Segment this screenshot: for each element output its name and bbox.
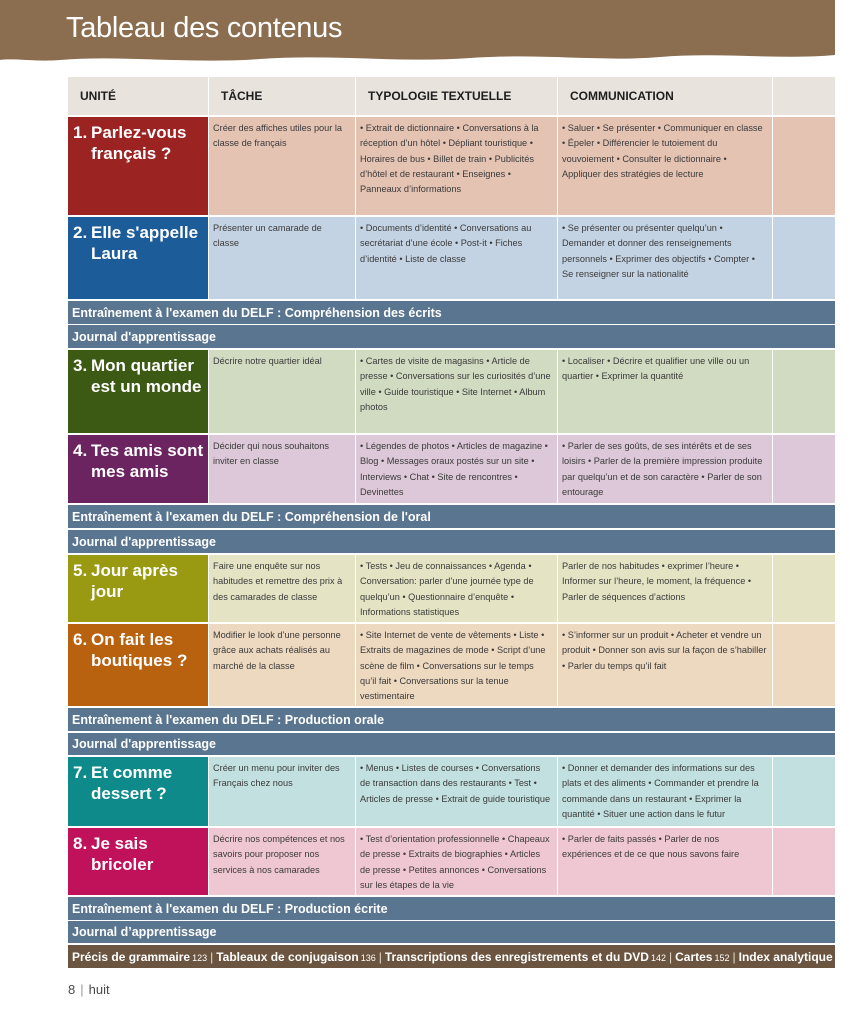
unit-title-line2: Laura [91,244,138,263]
page-footer [68,982,110,997]
unit-3-blank-cell [773,350,835,433]
annex-label: Tableaux de conjugaison [216,949,359,964]
unit-title-line2: est un monde [91,377,202,396]
header-unite: UNITÉ [68,77,208,115]
annex-grammaire[interactable] [72,950,207,964]
annex-label: Transcriptions des enregistrements et du DVD [384,949,649,964]
unit-6-blank-cell [773,624,835,706]
annex-page: 136 [360,952,376,963]
unit-number: 2. [73,223,88,242]
separator: | [80,982,84,997]
unit-6-tache-cell: Modifier le look d’une personne grâce aux achats réalisés au marché de la classe [209,624,355,706]
unit-2-communication-cell: • Se présenter ou présenter quelqu’un • Demander et donner des renseignements personnels • Exprimer des objectifs • Compter • Se renseigner sur la nationalité [558,217,772,299]
header-communication: COMMUNICATION [558,77,772,115]
unit-title-8 [68,828,208,895]
unit-3-communication-cell: • Localiser • Décrire et qualifier une ville ou un quartier • Exprimer la quantité [558,350,772,433]
unit-4-communication-cell: • Parler de ses goûts, de ses intérêts et de ses loisirs • Parler de la première impression produite par quelqu’un et de son caractère • Parler de son entourage [558,435,772,503]
unit-4-tache-cell: Décider qui nous souhaitons inviter en classe [209,435,355,503]
unit-number: 1. [73,123,88,142]
journal-band: Journal d'apprentissage [68,325,835,348]
unit-title-line2: mes amis [91,462,169,481]
annex-label: Précis de grammaire [72,949,191,964]
unit-2-blank-cell [773,217,835,299]
separator: | [668,949,673,964]
unit-title-line1: Mon quartier [91,356,194,375]
header-typologie: TYPOLOGIE TEXTUELLE [356,77,557,115]
separator: | [732,949,736,964]
annex-page: 142 [650,952,666,963]
delf-band-production-ecrite: Entraînement à l'examen du DELF : Production écrite [68,897,835,920]
unit-title-2 [68,217,208,299]
unit-5-tache-cell: Faire une enquête sur nos habitudes et remettre des prix à des camarades de classe [209,555,355,622]
unit-4-typologie-cell: • Légendes de photos • Articles de magazine • Blog • Messages oraux postés sur un site • Interviews • Chat • Site de rencontres • Devinettes [356,435,557,503]
page-number: 8 [68,982,76,997]
annex-transcriptions[interactable] [385,950,666,964]
unit-1-tache-cell: Créer des affiches utiles pour la classe de français [209,117,355,215]
unit-8-communication-cell: • Parler de faits passés • Parler de nos expériences et de ce que nous savons faire [558,828,772,895]
unit-number: 7. [73,763,88,782]
unit-7-typologie-cell: • Menus • Listes de courses • Conversations de transaction dans des restaurants • Test • Articles de presse • Extrait de guide touristique [356,757,557,826]
unit-title-line2: dessert ? [91,784,167,803]
delf-band-ecrits: Entraînement à l'examen du DELF : Compréhension des écrits [68,301,835,324]
unit-number: 8. [73,834,88,853]
unit-4-blank-cell [773,435,835,503]
header-blank [773,77,835,115]
journal-band: Journal d'apprentissage [68,733,835,755]
unit-title-line1: Parlez-vous [91,123,187,142]
annex-cartes[interactable] [675,950,729,964]
annex-bar [68,945,850,968]
separator: | [378,949,382,964]
header-tache: TÂCHE [209,77,355,115]
unit-number: 3. [73,356,88,375]
unit-title-line2: bricoler [91,855,154,874]
unit-5-blank-cell [773,555,835,622]
unit-title-1 [68,117,208,215]
delf-band-production-orale: Entraînement à l'examen du DELF : Production orale [68,708,835,731]
unit-title-4 [68,435,208,503]
page-word: huit [88,982,110,997]
unit-8-tache-cell: Décrire nos compétences et nos savoirs pour proposer nos services à nos camarades [209,828,355,895]
page-title: Tableau des contenus [66,12,343,44]
unit-title-line2: boutiques ? [91,651,188,670]
unit-number: 6. [73,630,88,649]
annex-conjugaison[interactable] [216,950,376,964]
unit-1-blank-cell [773,117,835,215]
annex-label: Index analytique [738,949,833,964]
title-banner [0,0,835,66]
unit-title-line1: Tes amis sont [91,441,204,460]
annex-page: 156 [834,952,850,963]
unit-title-line2: jour [91,582,124,601]
unit-title-line2: français ? [91,144,172,163]
unit-2-typologie-cell: • Documents d’identité • Conversations au secrétariat d’une école • Post-it • Fiches d’identité • Liste de classe [356,217,557,299]
unit-3-tache-cell: Décrire notre quartier idéal [209,350,355,433]
journal-band: Journal d'apprentissage [68,530,835,553]
unit-title-7 [68,757,208,826]
delf-band-oral: Entraînement à l'examen du DELF : Compréhension de l'oral [68,505,835,528]
unit-8-typologie-cell: • Test d’orientation professionnelle • Chapeaux de presse • Extraits de biographies • Articles de presse • Petites annonces • Conversations sur les étapes de la vie [356,828,557,895]
unit-title-line1: Et comme [91,763,173,782]
journal-band: Journal d’apprentissage [68,921,835,943]
annex-label: Cartes [675,949,713,964]
annex-index[interactable] [739,950,850,964]
unit-2-tache-cell: Présenter un camarade de classe [209,217,355,299]
unit-8-blank-cell [773,828,835,895]
unit-6-communication-cell: • S’informer sur un produit • Acheter et vendre un produit • Donner son avis sur la façon de s’habiller • Parler du temps qu’il fait [558,624,772,706]
unit-title-line1: Je sais [91,834,148,853]
unit-title-6 [68,624,208,706]
unit-6-typologie-cell: • Site Internet de vente de vêtements • Liste • Extraits de magazines de mode • Script d’une scène de film • Conversations sur le temps qu’il fait • Conversations sur la tenue vestimentaire [356,624,557,706]
unit-7-communication-cell: • Donner et demander des informations sur des plats et des aliments • Commander et prendre la commande dans un restaurant • Exprimer la quantité • Situer une action dans le futur [558,757,772,826]
unit-5-communication-cell: Parler de nos habitudes • exprimer l’heure • Informer sur l’heure, le moment, la fréquence • Parler de séquences d’actions [558,555,772,622]
unit-number: 4. [73,441,88,460]
annex-page: 123 [192,952,208,963]
unit-title-5 [68,555,208,622]
annex-page: 152 [714,952,730,963]
unit-title-line1: Jour après [91,561,178,580]
unit-title-line1: On fait les [91,630,174,649]
separator: | [210,949,214,964]
unit-1-communication-cell: • Saluer • Se présenter • Communiquer en classe • Épeler • Différencier le tutoiement du vouvoiement • Consulter le dictionnaire • Appliquer des stratégies de lecture [558,117,772,215]
unit-title-3 [68,350,208,433]
unit-3-typologie-cell: • Cartes de visite de magasins • Article de presse • Conversations sur les curiosités d’une ville • Guide touristique • Site Internet • Album photos [356,350,557,433]
unit-7-tache-cell: Créer un menu pour inviter des Français chez nous [209,757,355,826]
unit-1-typologie-cell: • Extrait de dictionnaire • Conversations à la réception d’un hôtel • Dépliant touristique • Horaires de bus • Billet de train • Publicités d’hôtel et de restaurant • Enseignes • Panneaux d’informations [356,117,557,215]
unit-5-typologie-cell: • Tests • Jeu de connaissances • Agenda • Conversation: parler d’une journée type de quelqu’un • Questionnaire d’enquête • Informations statistiques [356,555,557,622]
unit-7-blank-cell [773,757,835,826]
unit-title-line1: Elle s'appelle [91,223,199,242]
unit-number: 5. [73,561,88,580]
